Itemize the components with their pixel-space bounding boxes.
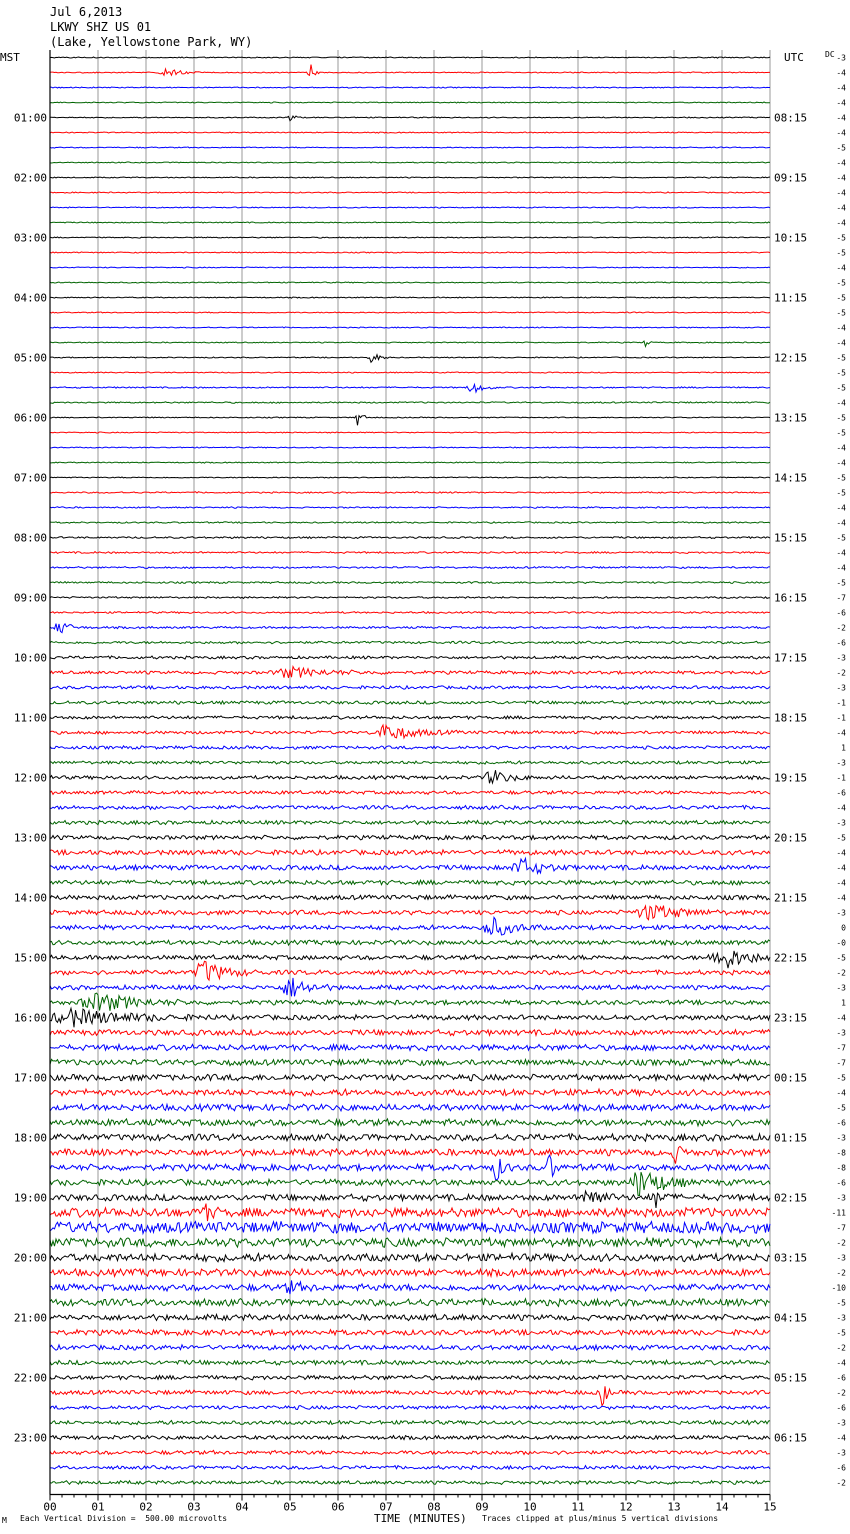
dc-offset-label: -6 bbox=[836, 1118, 846, 1128]
trace-row bbox=[50, 402, 770, 404]
dc-offset-label: -2 bbox=[836, 968, 846, 978]
dc-offset-label: 1 bbox=[841, 743, 846, 753]
dc-offset-label: -4 bbox=[836, 323, 846, 333]
trace-row bbox=[50, 716, 770, 719]
dc-offset-label: -5 bbox=[836, 473, 846, 483]
x-tick-label: 04 bbox=[235, 1500, 249, 1514]
chart-date: Jul 6,2013 bbox=[50, 5, 123, 19]
x-axis-label: TIME (MINUTES) bbox=[374, 1512, 467, 1525]
trace-row bbox=[50, 725, 770, 738]
right-hour-label: 19:15 bbox=[774, 771, 808, 785]
left-hour-label: 05:00 bbox=[13, 351, 47, 365]
corner-mark: M bbox=[2, 1516, 7, 1525]
x-tick-label: 09 bbox=[475, 1500, 489, 1514]
x-tick-label: 06 bbox=[331, 1500, 345, 1514]
dc-offset-label: -8 bbox=[836, 1163, 846, 1173]
right-hour-label: 08:15 bbox=[774, 111, 808, 125]
dc-offset-label: -5 bbox=[836, 383, 846, 393]
trace-row bbox=[50, 57, 770, 58]
right-hour-label: 22:15 bbox=[774, 951, 808, 965]
left-hour-label: 22:00 bbox=[13, 1371, 47, 1385]
dc-offset-label: -5 bbox=[836, 488, 846, 498]
dc-offset-label: -3 bbox=[836, 1133, 846, 1143]
right-hour-label: 09:15 bbox=[774, 171, 808, 185]
trace-row bbox=[50, 312, 770, 313]
trace-row bbox=[50, 327, 770, 328]
trace-row bbox=[50, 1330, 770, 1336]
dc-offset-label: -5 bbox=[836, 533, 846, 543]
dc-offset-label: -5 bbox=[836, 293, 846, 303]
dc-offset-label: -4 bbox=[836, 128, 846, 138]
trace-row bbox=[50, 993, 770, 1011]
trace-row bbox=[50, 567, 770, 569]
left-hour-label: 14:00 bbox=[13, 891, 47, 905]
trace-row bbox=[50, 686, 770, 689]
trace-row bbox=[50, 917, 770, 935]
dc-offset-label: -4 bbox=[836, 203, 846, 213]
trace-row bbox=[50, 132, 770, 133]
dc-offset-label: -5 bbox=[836, 1298, 846, 1308]
trace-row bbox=[50, 116, 770, 121]
dc-offset-label: -3 bbox=[836, 818, 846, 828]
dc-offset-label: -2 bbox=[836, 1388, 846, 1398]
dc-offset-label: -6 bbox=[836, 1463, 846, 1473]
trace-row bbox=[50, 701, 770, 704]
dc-offset-header: DC bbox=[825, 50, 835, 59]
trace-row bbox=[50, 746, 770, 749]
dc-offset-label: -5 bbox=[836, 308, 846, 318]
dc-offset-label: -3 bbox=[836, 683, 846, 693]
trace-row bbox=[50, 192, 770, 193]
right-hour-label: 15:15 bbox=[774, 531, 808, 545]
trace-row bbox=[50, 1238, 770, 1248]
dc-offset-label: -4 bbox=[836, 263, 846, 273]
dc-offset-label: -6 bbox=[836, 1373, 846, 1383]
dc-offset-label: -4 bbox=[836, 68, 846, 78]
left-hour-label: 09:00 bbox=[13, 591, 47, 605]
trace-row bbox=[50, 1253, 770, 1262]
dc-offset-label: -7 bbox=[836, 1223, 846, 1233]
trace-group bbox=[50, 57, 770, 1484]
trace-row bbox=[50, 761, 770, 764]
left-hour-label: 04:00 bbox=[13, 291, 47, 305]
trace-row bbox=[50, 65, 770, 76]
dc-offset-label: -5 bbox=[836, 143, 846, 153]
dc-offset-label: -4 bbox=[836, 848, 846, 858]
dc-offset-label: -5 bbox=[836, 353, 846, 363]
left-hour-label: 06:00 bbox=[13, 411, 47, 425]
dc-offset-label: -4 bbox=[836, 443, 846, 453]
dc-offset-label: -4 bbox=[836, 503, 846, 513]
x-tick-label: 03 bbox=[187, 1500, 201, 1514]
trace-row bbox=[50, 237, 770, 238]
x-tick-label: 14 bbox=[715, 1500, 729, 1514]
x-tick-label: 15 bbox=[763, 1500, 777, 1514]
right-hour-label: 00:15 bbox=[774, 1071, 808, 1085]
trace-row bbox=[50, 597, 770, 599]
left-hour-label: 01:00 bbox=[13, 111, 47, 125]
trace-row bbox=[50, 820, 770, 824]
trace-row bbox=[50, 432, 770, 433]
trace-row bbox=[50, 477, 770, 478]
dc-offset-label: 1 bbox=[841, 998, 846, 1008]
trace-row bbox=[50, 791, 770, 795]
right-hour-label: 06:15 bbox=[774, 1431, 808, 1445]
dc-offset-label: -4 bbox=[836, 83, 846, 93]
left-hour-label: 07:00 bbox=[13, 471, 47, 485]
x-tick-label: 12 bbox=[619, 1500, 633, 1514]
dc-offset-label: -2 bbox=[836, 1238, 846, 1248]
station-location: (Lake, Yellowstone Park, WY) bbox=[50, 35, 253, 49]
dc-offset-label: -2 bbox=[836, 623, 846, 633]
left-hour-label: 19:00 bbox=[13, 1191, 47, 1205]
trace-row bbox=[50, 492, 770, 494]
dc-offset-label: -2 bbox=[836, 1343, 846, 1353]
dc-offset-label: -2 bbox=[836, 668, 846, 678]
dc-offset-label: -6 bbox=[836, 608, 846, 618]
trace-row bbox=[50, 641, 770, 644]
dc-offset-label: -4 bbox=[836, 113, 846, 123]
right-hour-label: 14:15 bbox=[774, 471, 808, 485]
dc-offset-label: -4 bbox=[836, 863, 846, 873]
dc-offset-label: 0 bbox=[841, 923, 846, 933]
dc-offset-label: -4 bbox=[836, 563, 846, 573]
trace-row bbox=[50, 162, 770, 163]
left-hour-label: 16:00 bbox=[13, 1011, 47, 1025]
x-tick-label: 05 bbox=[283, 1500, 297, 1514]
x-tick-label: 10 bbox=[523, 1500, 537, 1514]
trace-row bbox=[50, 1314, 770, 1320]
right-hour-label: 02:15 bbox=[774, 1191, 808, 1205]
x-tick-label: 11 bbox=[571, 1500, 585, 1514]
trace-row bbox=[50, 1450, 770, 1454]
trace-row bbox=[50, 222, 770, 223]
trace-row bbox=[50, 667, 770, 678]
x-tick-label: 01 bbox=[91, 1500, 105, 1514]
dc-offset-labels bbox=[832, 54, 847, 1488]
trace-row bbox=[50, 612, 770, 614]
trace-row bbox=[50, 1269, 770, 1277]
dc-offset-label: -5 bbox=[836, 1103, 846, 1113]
trace-row bbox=[50, 858, 770, 873]
trace-row bbox=[50, 462, 770, 463]
dc-offset-label: -3 bbox=[836, 653, 846, 663]
dc-offset-label: -1 bbox=[836, 698, 846, 708]
dc-offset-label: -5 bbox=[836, 413, 846, 423]
trace-row bbox=[50, 951, 770, 968]
x-tick-label: 13 bbox=[667, 1500, 681, 1514]
trace-row bbox=[50, 850, 770, 855]
trace-row bbox=[50, 1386, 770, 1405]
dc-offset-label: -5 bbox=[836, 833, 846, 843]
right-hour-label: 13:15 bbox=[774, 411, 808, 425]
dc-offset-label: -3 bbox=[836, 1448, 846, 1458]
dc-offset-label: -4 bbox=[836, 1433, 846, 1443]
trace-row bbox=[50, 341, 770, 346]
trace-row bbox=[50, 1074, 770, 1081]
trace-row bbox=[50, 522, 770, 524]
trace-row bbox=[50, 895, 770, 900]
x-tick-label: 07 bbox=[379, 1500, 393, 1514]
dc-offset-label: -3 bbox=[836, 908, 846, 918]
trace-row bbox=[50, 1435, 770, 1439]
left-hour-label: 12:00 bbox=[13, 771, 47, 785]
trace-row bbox=[50, 1172, 770, 1195]
trace-row bbox=[50, 297, 770, 298]
trace-row bbox=[50, 1119, 770, 1126]
dc-offset-label: -5 bbox=[836, 428, 846, 438]
trace-row bbox=[50, 978, 770, 996]
left-hour-labels bbox=[14, 112, 47, 1445]
trace-row bbox=[50, 624, 770, 633]
left-hour-label: 20:00 bbox=[13, 1251, 47, 1265]
left-hour-label: 10:00 bbox=[13, 651, 47, 665]
left-hour-label: 13:00 bbox=[13, 831, 47, 845]
dc-offset-label: -8 bbox=[836, 1148, 846, 1158]
dc-offset-label: -5 bbox=[836, 953, 846, 963]
left-hour-label: 18:00 bbox=[13, 1131, 47, 1145]
dc-offset-label: -3 bbox=[836, 983, 846, 993]
trace-row bbox=[50, 1375, 770, 1380]
dc-offset-label: -5 bbox=[836, 233, 846, 243]
dc-offset-label: -5 bbox=[836, 1073, 846, 1083]
trace-row bbox=[50, 1008, 770, 1027]
trace-row bbox=[50, 1405, 770, 1409]
trace-row bbox=[50, 880, 770, 885]
trace-row bbox=[50, 207, 770, 208]
clip-note: Traces clipped at plus/minus 5 vertical divisions bbox=[482, 1514, 719, 1523]
dc-offset-label: -4 bbox=[836, 398, 846, 408]
right-hour-labels bbox=[774, 112, 807, 1445]
dc-offset-label: -4 bbox=[836, 1088, 846, 1098]
right-hour-label: 21:15 bbox=[774, 891, 808, 905]
trace-row bbox=[50, 1155, 770, 1180]
right-timezone-label: UTC bbox=[784, 51, 804, 64]
trace-row bbox=[50, 385, 770, 393]
dc-offset-label: -11 bbox=[831, 1208, 846, 1218]
dc-offset-label: -3 bbox=[836, 1253, 846, 1263]
minute-grid bbox=[50, 50, 770, 1495]
dc-offset-label: -6 bbox=[836, 788, 846, 798]
dc-offset-label: -4 bbox=[836, 878, 846, 888]
dc-offset-label: -4 bbox=[836, 548, 846, 558]
trace-row bbox=[50, 1280, 770, 1294]
dc-offset-label: -4 bbox=[836, 158, 846, 168]
dc-offset-label: -4 bbox=[836, 1013, 846, 1023]
dc-offset-label: -4 bbox=[836, 803, 846, 813]
dc-offset-label: -1 bbox=[836, 713, 846, 723]
dc-offset-label: -4 bbox=[836, 218, 846, 228]
dc-offset-label: -6 bbox=[836, 1178, 846, 1188]
trace-row bbox=[50, 805, 770, 809]
right-hour-label: 18:15 bbox=[774, 711, 808, 725]
trace-row bbox=[50, 552, 770, 554]
dc-offset-label: -3 bbox=[836, 1028, 846, 1038]
trace-row bbox=[50, 1466, 770, 1470]
left-hour-label: 17:00 bbox=[13, 1071, 47, 1085]
dc-offset-label: -3 bbox=[836, 1418, 846, 1428]
dc-offset-label: -2 bbox=[836, 1268, 846, 1278]
dc-offset-label: -5 bbox=[836, 278, 846, 288]
trace-row bbox=[50, 582, 770, 584]
dc-offset-label: -4 bbox=[836, 728, 846, 738]
right-hour-label: 04:15 bbox=[774, 1311, 808, 1325]
trace-row bbox=[50, 1204, 770, 1222]
trace-row bbox=[50, 835, 770, 840]
right-hour-label: 10:15 bbox=[774, 231, 808, 245]
trace-row bbox=[50, 1134, 770, 1141]
trace-row bbox=[50, 1299, 770, 1307]
right-hour-label: 05:15 bbox=[774, 1371, 808, 1385]
dc-offset-label: -10 bbox=[831, 1283, 846, 1293]
trace-row bbox=[50, 102, 770, 103]
trace-row bbox=[50, 372, 770, 373]
right-hour-label: 17:15 bbox=[774, 651, 808, 665]
trace-row bbox=[50, 416, 770, 426]
dc-offset-label: -4 bbox=[836, 893, 846, 903]
dc-offset-label: -3 bbox=[836, 1313, 846, 1323]
left-hour-label: 08:00 bbox=[13, 531, 47, 545]
scale-note: Each Vertical Division = 500.00 microvolts bbox=[20, 1514, 228, 1523]
dc-offset-label: -6 bbox=[836, 1403, 846, 1413]
left-hour-label: 02:00 bbox=[13, 171, 47, 185]
dc-offset-label: -4 bbox=[836, 458, 846, 468]
left-hour-label: 11:00 bbox=[13, 711, 47, 725]
dc-offset-label: -5 bbox=[836, 578, 846, 588]
trace-row bbox=[50, 1146, 770, 1163]
left-hour-label: 23:00 bbox=[13, 1431, 47, 1445]
trace-row bbox=[50, 1191, 770, 1208]
dc-offset-label: -7 bbox=[836, 1058, 846, 1068]
trace-row bbox=[50, 940, 770, 945]
dc-offset-label: -3 bbox=[836, 758, 846, 768]
right-hour-label: 12:15 bbox=[774, 351, 808, 365]
trace-row bbox=[50, 252, 770, 253]
trace-row bbox=[50, 1089, 770, 1096]
left-timezone-label: MST bbox=[0, 51, 20, 64]
x-tick-label: 02 bbox=[139, 1500, 153, 1514]
trace-row bbox=[50, 355, 770, 363]
dc-offset-label: -5 bbox=[836, 1328, 846, 1338]
trace-row bbox=[50, 177, 770, 178]
trace-row bbox=[50, 1420, 770, 1424]
dc-offset-label: -7 bbox=[836, 593, 846, 603]
dc-offset-label: -1 bbox=[836, 773, 846, 783]
dc-offset-label: -3 bbox=[836, 53, 846, 63]
right-hour-label: 03:15 bbox=[774, 1251, 808, 1265]
dc-offset-label: -3 bbox=[836, 1193, 846, 1203]
right-hour-label: 16:15 bbox=[774, 591, 808, 605]
trace-row bbox=[50, 1221, 770, 1233]
trace-row bbox=[50, 906, 770, 920]
trace-row bbox=[50, 147, 770, 148]
trace-row bbox=[50, 1059, 770, 1065]
trace-row bbox=[50, 447, 770, 448]
dc-offset-label: -6 bbox=[836, 638, 846, 648]
trace-row bbox=[50, 961, 770, 980]
trace-row bbox=[50, 267, 770, 268]
trace-row bbox=[50, 87, 770, 88]
station-code: LKWY SHZ US 01 bbox=[50, 20, 152, 34]
left-hour-label: 21:00 bbox=[13, 1311, 47, 1325]
trace-row bbox=[50, 1104, 770, 1111]
dc-offset-label: -4 bbox=[836, 188, 846, 198]
right-hour-label: 23:15 bbox=[774, 1011, 808, 1025]
dc-offset-label: -5 bbox=[836, 248, 846, 258]
trace-row bbox=[50, 656, 770, 659]
left-hour-label: 15:00 bbox=[13, 951, 47, 965]
trace-row bbox=[50, 537, 770, 539]
x-tick-label: 00 bbox=[43, 1500, 57, 1514]
trace-row bbox=[50, 1345, 770, 1350]
trace-row bbox=[50, 507, 770, 509]
dc-offset-label: -2 bbox=[836, 1478, 846, 1488]
right-hour-label: 11:15 bbox=[774, 291, 808, 305]
left-hour-label: 03:00 bbox=[13, 231, 47, 245]
dc-offset-label: -4 bbox=[836, 173, 846, 183]
right-hour-label: 01:15 bbox=[774, 1131, 808, 1145]
dc-offset-label: -4 bbox=[836, 338, 846, 348]
trace-row bbox=[50, 282, 770, 283]
trace-row bbox=[50, 770, 770, 783]
dc-offset-label: -5 bbox=[836, 368, 846, 378]
right-hour-label: 20:15 bbox=[774, 831, 808, 845]
trace-row bbox=[50, 1030, 770, 1036]
dc-offset-label: -4 bbox=[836, 1358, 846, 1368]
trace-row bbox=[50, 1360, 770, 1365]
trace-row bbox=[50, 1044, 770, 1050]
trace-row bbox=[50, 1481, 770, 1485]
dc-offset-label: -0 bbox=[836, 938, 846, 948]
dc-offset-label: -4 bbox=[836, 518, 846, 528]
dc-offset-label: -4 bbox=[836, 98, 846, 108]
dc-offset-label: -7 bbox=[836, 1043, 846, 1053]
x-tick-label: 08 bbox=[427, 1500, 441, 1514]
